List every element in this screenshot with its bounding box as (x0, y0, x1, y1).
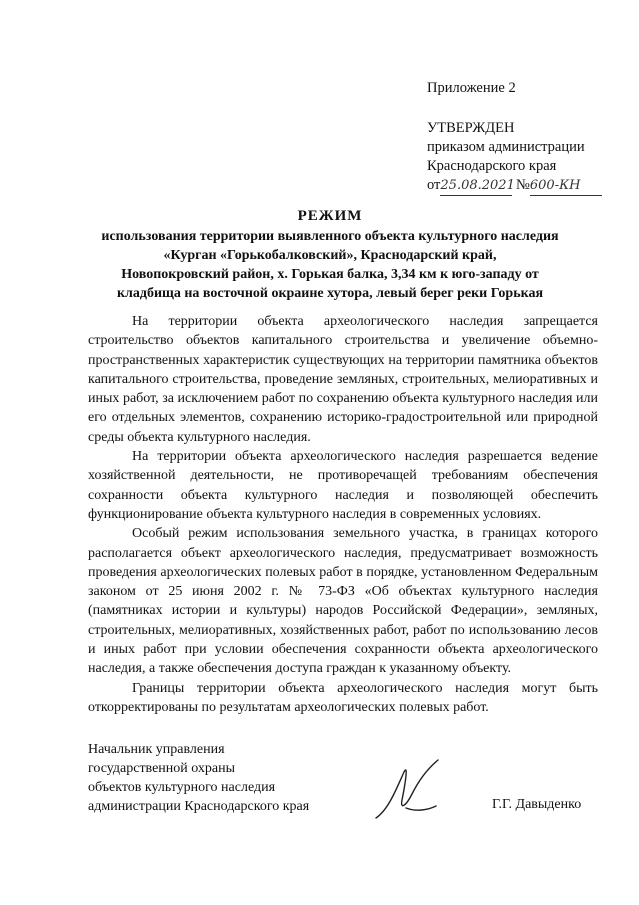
title-heading: РЕЖИМ (297, 208, 363, 224)
position-line-4: администрации Краснодарского края (88, 799, 310, 814)
paragraph-3: Особый режим использования земельного участка, в границах которого располагается объект археологического наследия, предусматривает возможность проведения археологических полевых работ в порядке, установленном Федеральным законом от 25 июня 2002 г. № 73-ФЗ «Об объектах культурного наследия (памятниках истории и культуры) народов Российской Федерации», земляных, строительных, мелиоративных, хозяйственных работ, работ по использованию лесов и иных работ при условии обеспечения сохранности объекта археологического наследия, а также обеспечения доступа граждан к указанному объекту. (88, 526, 598, 677)
handwritten-number: 600-КН (530, 176, 602, 196)
position-line-2: государственной охраны (88, 761, 236, 776)
paragraph-1: На территории объекта археологического наследия запрещается строительство объектов капитального строительства и увеличение объемно-пространственных характеристик существующих на территории памятника объектов капитального строительства, проведение земляных, строительных, мелиоративных и иных работ, за исключением работ по сохранению объекта культурного наследия или его отдельных элементов, сохранению историко-градостроительной или природной среды объекта культурного наследия. (88, 314, 598, 445)
handwritten-signature (366, 750, 476, 830)
handwritten-date: 25.08.2021 (440, 176, 512, 196)
paragraph-2: На территории объекта археологического наследия разрешается ведение хозяйственной деятельности, не противоречащей требованиям обеспечения сохранности объекта культурного наследия и позволяющей обеспечить функционирование объекта культурного наследия в современных условиях. (88, 449, 598, 522)
appendix-label: Приложение 2 (427, 80, 516, 96)
title-line-4: кладбища на восточной окраине хутора, левый берег реки Горькая (116, 286, 544, 301)
signer-name: Г.Г. Давыденко (492, 797, 582, 812)
order-line-2: Краснодарского края (427, 158, 557, 174)
signatory-position (88, 740, 309, 816)
approval-block (427, 119, 627, 196)
title-line-3: Новопокровский район, х. Горькая балка, 3,34 км к юго-западу от (121, 267, 539, 282)
order-date-number-line (427, 176, 627, 196)
document-title (100, 208, 560, 303)
date-prefix: от (427, 177, 441, 193)
order-line-1: приказом администрации (427, 139, 585, 155)
approved-label: УТВЕРЖДЕН (427, 120, 515, 136)
position-line-3: объектов культурного наследия (88, 780, 276, 795)
document-body (88, 312, 598, 717)
title-line-2: «Курган «Горькобалковский», Краснодарский край, (163, 248, 497, 263)
position-line-1: Начальник управления (88, 742, 225, 757)
number-prefix: № (516, 177, 530, 193)
title-line-1: использования территории выявленного объекта культурного наследия (101, 229, 559, 244)
paragraph-4: Границы территории объекта археологического наследия могут быть откорректированы по результатам археологических полевых работ. (88, 680, 598, 715)
